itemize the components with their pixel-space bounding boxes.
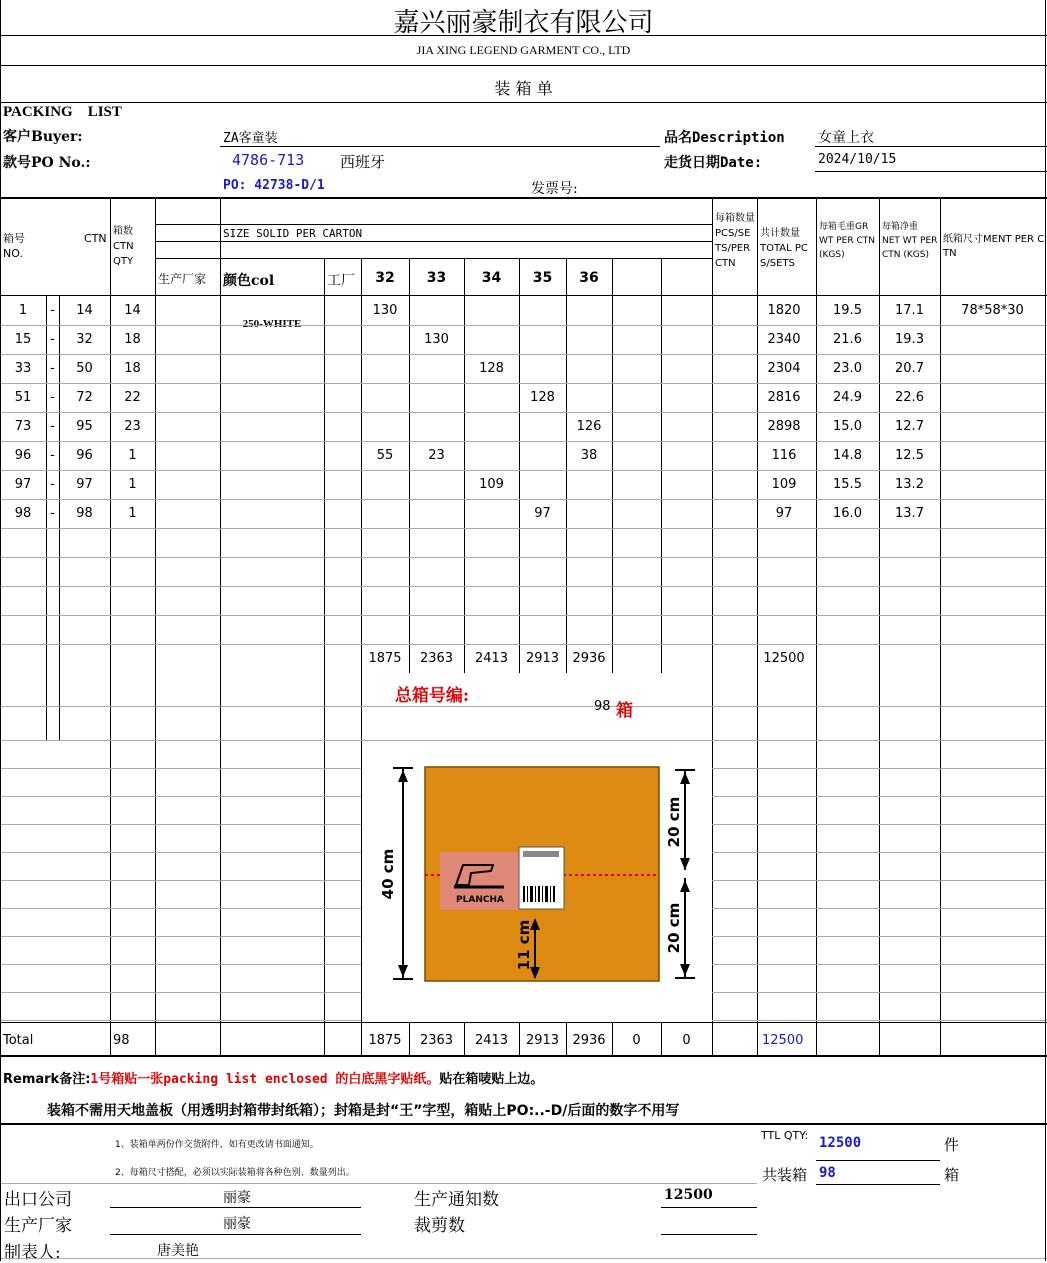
row-total: 116 [771,448,797,463]
po-no-value: 4786-713 [232,151,305,169]
header-size-solid: SIZE SOLID PER CARTON [223,227,363,240]
row-dash: - [50,332,55,347]
total-boxes-unit: 箱 [616,701,633,721]
row-box-from: 97 [14,477,32,492]
row-box-to: 72 [76,390,93,405]
ttl-boxes-unit: 箱 [944,1166,960,1184]
row-ctn-qty: 1 [128,477,137,492]
barcode-bar [535,886,536,902]
row-ctn-qty: 18 [124,332,141,347]
row-nw: 12.7 [895,419,924,434]
header-ctn: CTN [84,232,107,245]
row-s32: 55 [376,448,394,463]
row-total: 2898 [767,419,801,434]
subtotal-total: 12500 [763,651,805,666]
label-height-label: 11 cm [515,919,533,971]
row-ctn-qty: 23 [124,419,141,434]
prod-notice-value: 12500 [664,1187,713,1203]
row-nw: 13.7 [895,506,924,521]
total-boxes-value: 98 [594,699,611,714]
row-box-from: 98 [14,506,32,521]
po-no-label: 款号PO No.: [3,155,91,171]
row-total: 109 [771,477,797,492]
row-s35: 128 [530,390,555,405]
barcode-header [523,851,559,857]
barcode-bar [523,886,525,902]
remark-block [3,1068,543,1087]
row-nw: 20.7 [895,361,924,376]
company-name-en: JIA XING LEGEND GARMENT CO., LTD [416,43,631,57]
subtotal-34: 2413 [474,651,509,666]
row-gw: 19.5 [833,303,862,318]
row-s36: 126 [576,419,602,434]
ttl-boxes-value: 98 [819,1165,836,1181]
row-box-from: 51 [14,390,32,405]
header-net-wt: 每箱净重 NET WT PER CTN (KGS) [882,222,938,260]
row-box-to: 95 [76,419,93,434]
date-label: 走货日期Date: [664,155,763,171]
maker-label: 制表人: [4,1243,61,1263]
barcode-bar [530,886,533,902]
barcode-bar [527,886,528,902]
description-value: 女童上衣 [818,130,874,146]
remark-label: Remark备注: [3,1072,91,1087]
export-value: 丽豪 [223,1190,251,1206]
row-dash: - [50,419,55,434]
row-box-to: 97 [76,477,93,492]
row-dash: - [50,448,55,463]
manufacturer-value: 丽豪 [223,1216,251,1232]
row-nw: 13.2 [895,477,924,492]
manufacturer-label: 生产厂家 [4,1216,72,1236]
row-box-from: 73 [14,419,32,434]
row-total: 1820 [767,303,801,318]
row-dim: 78*58*30 [961,303,1024,318]
header-total-pcs: 共计数量 TOTAL PCS/SETS [760,228,808,269]
header-size-35: 35 [532,270,553,286]
row-box-from: 33 [14,361,32,376]
row-ctn-qty: 1 [128,448,137,463]
row-s33: 130 [424,332,449,347]
total-ctn: 98 [113,1033,130,1048]
ttl-unit: 件 [944,1136,960,1154]
doc-title-cn: 装 箱 单 [494,79,553,98]
height-label: 40 cm [379,848,397,900]
export-label: 出口公司 [4,1190,72,1210]
row-gw: 24.9 [833,390,862,405]
row-gw: 14.8 [833,448,862,463]
total-extra-1: 0 [632,1033,641,1048]
row-total: 97 [775,506,793,521]
prod-notice-label: 生产通知数 [414,1190,499,1210]
header-ctn-qty: 箱数 CTN QTY [113,226,134,267]
row-ctn-qty: 18 [124,361,141,376]
barcode-bar [550,886,551,902]
header-gross-wt: 每箱毛重GR WT PER CTN (KGS) [819,222,875,260]
header-carton-size: 纸箱尺寸MENT PER CTN [943,234,1045,259]
row-box-to: 98 [76,506,93,521]
bottom-label: 20 cm [665,902,683,954]
remark-tail: 贴在箱唛贴上边。 [439,1072,544,1087]
carton-diagram [363,750,712,998]
row-box-to: 32 [76,332,93,347]
total-35: 2913 [525,1033,560,1048]
description-label: 品名Description [664,130,785,146]
row-ctn-qty: 1 [128,506,137,521]
header-pcs-per-ctn: 每箱数量 PCS/SETS/PER CTN [715,213,755,269]
row-ctn-qty: 14 [124,303,141,318]
row-s34: 128 [479,361,504,376]
total-total: 12500 [762,1033,804,1048]
barcode-bar [542,886,543,902]
header-size-34: 34 [481,270,502,286]
total-label: Total [3,1033,34,1048]
total-33: 2363 [419,1033,454,1048]
row-total: 2304 [767,361,801,376]
subtotal-35: 2913 [525,651,560,666]
ttl-label: TTL QTY: [761,1129,809,1142]
row-nw: 12.5 [895,448,924,463]
po-country: 西班牙 [340,153,386,171]
row-dash: - [50,390,55,405]
row-nw: 19.3 [895,332,924,347]
row-ctn-qty: 22 [124,390,141,405]
ttl-value: 12500 [819,1135,862,1151]
row-total: 2340 [767,332,801,347]
total-32: 1875 [368,1033,402,1048]
cut-label: 裁剪数 [414,1216,465,1236]
row-gw: 23.0 [833,361,862,376]
remark-red-text: 1号箱贴一张packing list enclosed 的白底黑字贴纸。 [90,1072,440,1087]
note-2: 2、每箱尺寸搭配，必须以实际装箱将各种色别、数量列出。 [115,1168,355,1178]
row-dash: - [50,303,55,318]
header-size-33: 33 [426,270,447,286]
row-s36: 38 [580,448,598,463]
invoice-label: 发票号: [531,181,578,197]
subtotal-33: 2363 [419,651,454,666]
row-nw: 22.6 [895,390,924,405]
date-value: 2024/10/15 [818,152,897,167]
maker-value: 唐美艳 [157,1243,199,1259]
row-dash: - [50,361,55,376]
barcode-bar [538,886,540,902]
buyer-label: 客户Buyer: [3,129,83,145]
subtotal-36: 2936 [572,651,606,666]
row-box-from: 1 [18,303,28,318]
doc-title-en: PACKING LIST [3,104,122,120]
header-size-36: 36 [579,270,599,286]
total-36: 2936 [572,1033,606,1048]
logo-text: PLANCHA [456,895,504,905]
row-dash: - [50,506,55,521]
row-gw: 16.0 [833,506,862,521]
header-manufacturer: 生产厂家 [158,272,207,286]
header-color: 颜色col [223,273,275,289]
row-total: 2816 [767,390,801,405]
row-s35: 97 [534,506,551,521]
header-size-32: 32 [375,270,395,286]
top-label: 20 cm [665,796,683,848]
po-line: PO: 42738-D/1 [223,178,325,193]
header-factory: 工厂 [327,273,355,289]
subtotal-32: 1875 [368,651,402,666]
row-box-to: 50 [76,361,93,376]
note-1: 1、装箱单两份作交货附件，如有更改请书面通知。 [115,1140,319,1150]
row-s33: 23 [428,448,445,463]
row-s32: 130 [372,303,398,318]
row-dash: - [50,477,55,492]
barcode-bar [545,886,548,902]
total-extra-2: 0 [682,1033,691,1048]
row-s34: 109 [479,477,504,492]
ttl-boxes-label: 共装箱 [762,1166,808,1184]
barcode-bar [553,886,555,902]
total-34: 2413 [474,1033,509,1048]
row-gw: 21.6 [833,332,862,347]
row-box-to: 14 [76,303,93,318]
row-gw: 15.5 [833,477,862,492]
color-value: 250-WHITE [242,318,302,330]
buyer-value: ZA客童装 [223,131,278,146]
row-gw: 15.0 [833,419,862,434]
row-box-to: 96 [76,448,93,463]
instruction-text: 装箱不需用天地盖板（用透明封箱带封纸箱）；封箱是封“王”字型，箱贴上PO:..-D/后面的数字不用写 [47,1103,680,1119]
company-name-cn: 嘉兴丽豪制衣有限公司 [393,8,654,38]
header-box-no: 箱号 NO. [3,232,25,260]
total-boxes-label: 总箱号编: [394,686,470,706]
row-nw: 17.1 [895,303,924,318]
row-box-from: 96 [14,448,32,463]
row-box-from: 15 [14,332,32,347]
